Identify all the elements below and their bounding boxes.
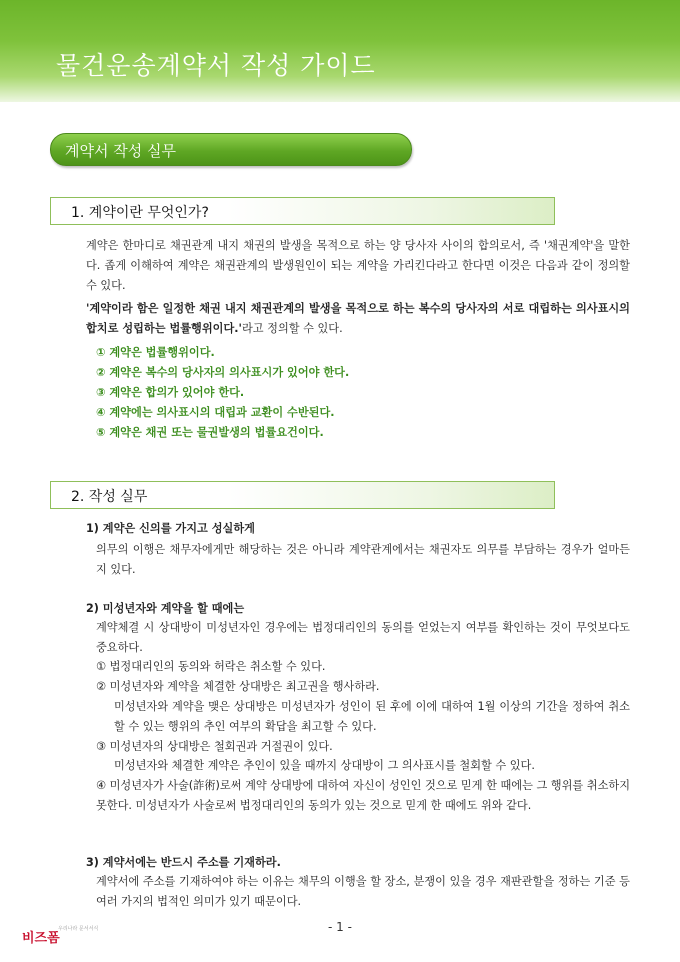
- sub2-item-2: ② 미성년자와 계약을 체결한 상대방은 최고권을 행사하라.: [96, 680, 380, 693]
- sub2-body: 계약체결 시 상대방이 미성년자인 경우에는 법정대리인의 동의를 얻었는지 여부를 확인하는 것이 무엇보다도 중요하다.: [96, 621, 630, 654]
- sub2-item-4: [96, 776, 630, 816]
- sub3-title: 3) 계약서에는 반드시 주소를 기재하라.: [86, 856, 281, 869]
- sub2-item-3: ③ 미성년자의 상대방은 철회권과 거절권이 있다.: [96, 740, 333, 753]
- sub3-body: 계약서에 주소를 기재하여야 하는 이유는 채무의 이행을 할 장소, 분쟁이 있을 경우 재판관할을 정하는 기준 등 여러 가지의 법적인 의미가 있기 때문이다.: [96, 875, 630, 908]
- sub2-title: 2) 미성년자와 계약을 할 때에는: [86, 602, 245, 615]
- sub2-item-4-text: ④ 미성년자가 사술(詐術)로써 계약 상대방에 대하여 자신이 성인인 것으로 믿게 한 때에는 그 행위를 취소하지 못한다. 미성년자가 사술로써 법정대리인의 동의가 있는 것으로 믿게 한 때에도 위와 같다.: [96, 779, 631, 812]
- sub2-item-3-detail: 미성년자와 체결한 계약은 추인이 있을 때까지 상대방이 그 의사표시를 철회할 수 있다.: [114, 759, 535, 772]
- section1-intro: 계약은 한마디로 채권관계 내지 채권의 발생을 목적으로 하는 양 당사자 사이의 합의로서, 즉 '채권계약'을 말한다. 좁게 이해하여 계약은 채권관계의 발생원인이 되는 계약을 가리킨다라고 한다면 이것은 다음과 같이 정의할 수 있다.: [86, 239, 630, 292]
- sub1-title: 1) 계약은 신의를 가지고 성실하게: [86, 522, 255, 535]
- logo-text: 비즈폼: [22, 931, 60, 946]
- section-pill: [50, 133, 412, 166]
- point-4: ④ 계약에는 의사표시의 대립과 교환이 수반된다.: [96, 406, 335, 419]
- sub2-item-1: ① 법정대리인의 동의와 허락은 취소할 수 있다.: [96, 660, 326, 673]
- header-banner: [0, 0, 680, 102]
- document-title: 물건운송계약서 작성 가이드: [56, 51, 376, 80]
- point-3: ③ 계약은 합의가 있어야 한다.: [96, 386, 245, 399]
- logo-subtext: 우리나라 문서서식: [58, 926, 99, 932]
- section-pill-label: 계약서 작성 실무: [65, 142, 176, 160]
- sub1-body: 의무의 이행은 채무자에게만 해당하는 것은 아니라 계약관계에서는 채권자도 의무를 부담하는 경우가 얼마든지 있다.: [96, 543, 630, 576]
- page-number: - 1 -: [328, 920, 352, 934]
- point-1: ① 계약은 법률행위이다.: [96, 346, 215, 359]
- point-2: ② 계약은 복수의 당사자의 의사표시가 있어야 한다.: [96, 366, 350, 379]
- definition-tail: 라고 정의할 수 있다.: [241, 322, 343, 335]
- point-5: ⑤ 계약은 채권 또는 물권발생의 법률요건이다.: [96, 426, 324, 439]
- section1-heading: 1. 계약이란 무엇인가?: [71, 205, 209, 221]
- definition-bold: '계약이라 함은 일정한 채권 내지 채권관계의 발생을 목적으로 하는 복수의 당사자의 서로 대립하는 의사표시의 합치로 성립하는 법률행위이다.': [86, 302, 630, 335]
- bizforms-logo: [22, 924, 99, 946]
- section2-heading: 2. 작성 실무: [71, 489, 148, 505]
- sub2-item-2-detail: 미성년자와 계약을 맺은 상대방은 미성년자가 성인이 된 후에 이에 대하여 1월 이상의 기간을 정하여 취소할 수 있는 행위의 추인 여부의 확답을 최고할 수 있다.: [114, 700, 630, 733]
- section1-definition: [86, 299, 630, 339]
- section1-heading-box: [50, 197, 555, 225]
- section2-heading-box: [50, 481, 555, 509]
